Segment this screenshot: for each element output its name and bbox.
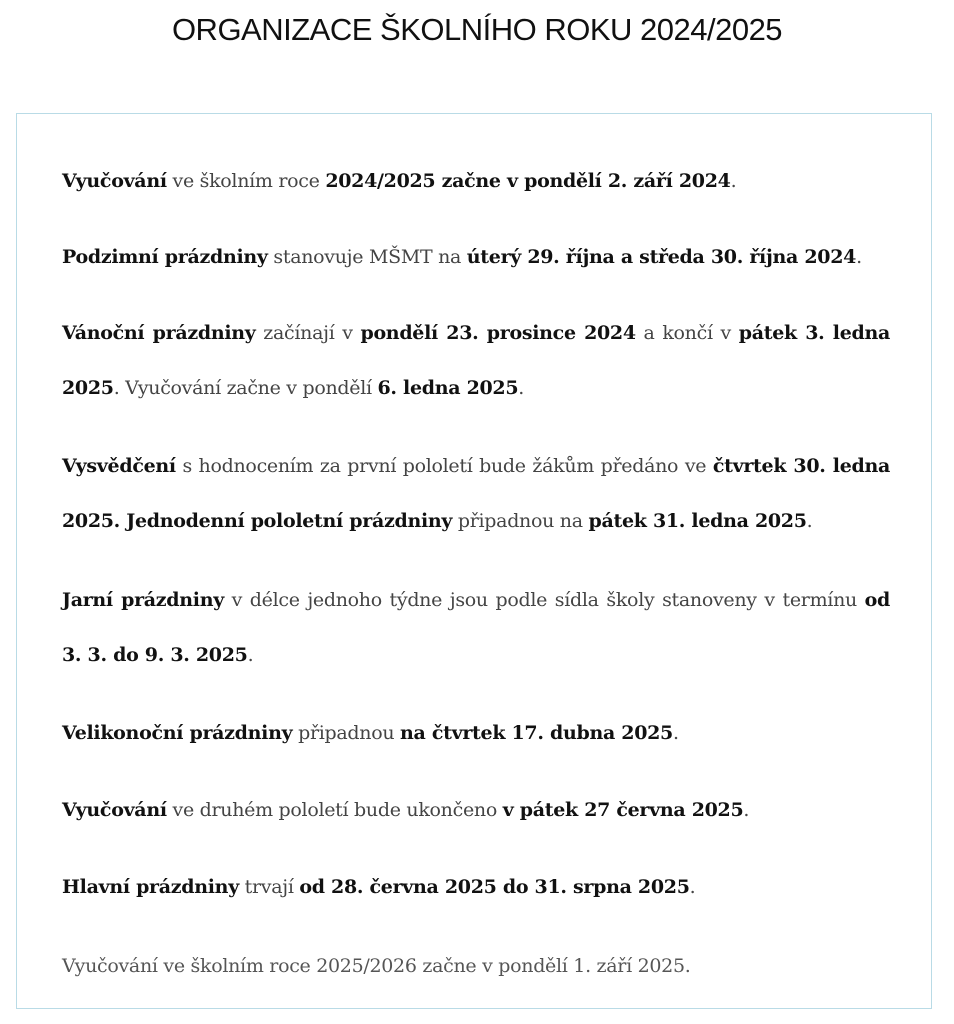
bold-text: na čtvrtek 17. dubna 2025	[400, 722, 673, 744]
text: připadnou	[292, 722, 401, 744]
text: ve školním roce	[166, 170, 326, 192]
bold-text: čtvrtek 30. ledna 2025. Jednodenní pololetní prázdniny	[62, 455, 890, 532]
bold-text: Vysvědčení	[62, 455, 176, 477]
text: .	[856, 246, 862, 268]
paragraph-school-start	[62, 154, 890, 209]
bold-text: Hlavní prázdniny	[62, 876, 239, 898]
text: ve druhém pololetí bude ukončeno	[166, 799, 503, 821]
bold-text: Vyučování	[62, 170, 167, 192]
paragraph-easter-holidays	[62, 706, 890, 761]
paragraph-report-card	[62, 439, 890, 549]
text: Vyučování ve školním roce 2025/2026 začne v pondělí 1. září 2025.	[62, 955, 691, 977]
paragraph-spring-holidays	[62, 573, 890, 683]
bold-text: 2024/2025 začne v pondělí 2. září 2024	[325, 170, 731, 192]
paragraph-next-school-year	[62, 939, 890, 994]
text: začínají v	[255, 322, 361, 344]
bold-text: od 3. 3. do 9. 3. 2025	[62, 589, 890, 666]
bold-text: pátek 31. ledna 2025	[588, 510, 807, 532]
text: . Vyučování začne v pondělí	[113, 377, 378, 399]
bold-text: Velikonoční prázdniny	[62, 722, 293, 744]
bold-text: úterý 29. října a středa 30. října 2024	[466, 246, 857, 268]
bold-text: od 28. června 2025 do 31. srpna 2025	[299, 876, 690, 898]
text: .	[730, 170, 737, 192]
bold-text: Jarní prázdniny	[62, 589, 224, 611]
bold-text: Vánoční prázdniny	[62, 322, 256, 344]
bold-text: pátek 3. ledna 2025	[62, 322, 890, 399]
bold-text: pondělí 23. prosince 2024	[360, 322, 636, 344]
text: a končí v	[635, 322, 739, 344]
bold-text: 6. ledna 2025	[377, 377, 519, 399]
paragraph-autumn-holidays	[62, 230, 890, 285]
text: v délce jednoho týdne jsou podle sídla školy stanoveny v termínu	[223, 589, 865, 611]
bold-text: Vyučování	[62, 799, 167, 821]
text: .	[806, 510, 813, 532]
bold-text: v pátek 27 června 2025	[502, 799, 744, 821]
paragraph-school-end	[62, 783, 890, 838]
text: .	[689, 876, 696, 898]
text: .	[743, 799, 750, 821]
text: s hodnocením za první pololetí bude žákům předáno ve	[175, 455, 713, 477]
text: .	[672, 722, 679, 744]
paragraph-summer-holidays	[62, 860, 890, 915]
text: trvají	[238, 876, 300, 898]
school-year-info-box	[16, 113, 932, 1009]
text: .	[247, 644, 254, 666]
paragraph-christmas-holidays	[62, 306, 890, 416]
text: připadnou na	[452, 510, 589, 532]
text: .	[518, 377, 525, 399]
page-title: ORGANIZACE ŠKOLNÍHO ROKU 2024/2025	[171, 12, 783, 47]
bold-text: Podzimní prázdniny	[62, 246, 268, 268]
text: stanovuje MŠMT na	[267, 246, 467, 268]
